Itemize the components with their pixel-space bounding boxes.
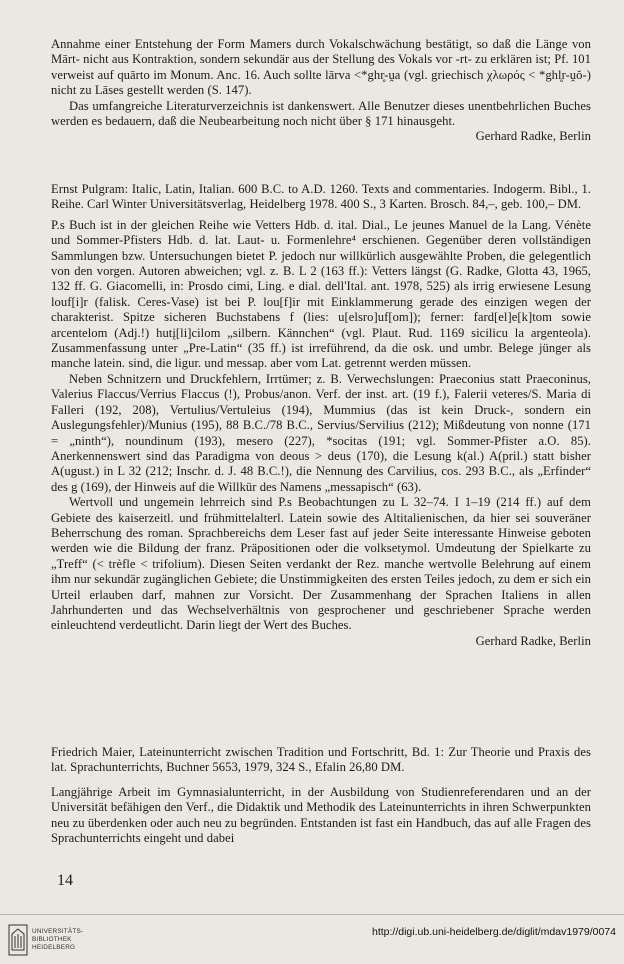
library-logo [8,924,118,958]
review-1-body [51,37,591,145]
review-2-paragraph-3: Wertvoll und ungemein lehrreich sind P.s Beobachtungen zu L 32–74. I 1–19 (214 ff.) auf dem Gebiete des kaiserzeitl. und frühmittelalterl. Latein sowie des Altitalienischen, da hier sei souveräner Beherrschung des roman. Sprachbereichs dem Leser fast auf jeder Seite interessante Hinweise geboten werden wie die Bildung der franz. Präpositionen oder die volksetymol. Umdeutung der Spielkarte zu „Treff“ (< trèfle < trifolium). Diesen Seiten verdankt der Rez. manche wertvolle Belehrung auf einem ihm nur sekundär zugänglichen Gebiete; die Unstimmigkeiten des ersten Teiles jedoch, zu dem er sich ein Urteil erlauben darf, mahnen zur Vorsicht. Der Zusammenhang der Sprachen Italiens in allen Jahrhunderten und das Wechselverhältnis von gesprochener und geschriebener Sprache werden einleuchtend verdeutlicht. Darin liegt der Wert des Buches. [51,495,591,633]
footer-divider [0,914,624,915]
source-url[interactable]: http://digi.ub.uni-heidelberg.de/diglit/mdav1979/0074 [371,926,616,938]
page-number: 14 [57,872,73,889]
review-3-header: Friedrich Maier, Lateinunterricht zwischen Tradition und Fortschritt, Bd. 1: Zur Theorie und Praxis des lat. Sprachunterrichts, Buchner 5653, 1979, 324 S., Efalin 26,80 DM. [51,745,591,775]
review-3-body [51,745,591,846]
library-emblem-icon [8,924,28,956]
review-3-paragraph-1: Langjährige Arbeit im Gymnasialunterricht, in der Ausbildung von Studienreferendaren und an der Universität befähigen den Verf., die Didaktik und Methodik des Lateinunterrichts in ihren Schwerpunkten neu zu überdenken oder auch neu zu begründen. Entstanden ist fast ein Handbuch, das auf alle Fragen des Sprachunterrichts eingeht und dabei [51,784,591,846]
library-name-line-2: BIBLIOTHEK [32,936,72,943]
review-2-header: Ernst Pulgram: Italic, Latin, Italian. 600 B.C. to A.D. 1260. Texts and commentaries. Indogerm. Bibl., 1. Reihe. Carl Winter Universitätsverlag, Heidelberg 1978. 400 S., 3 Karten. Brosch. 84,–, geb. 100,– DM. [51,182,591,212]
review-1-paragraph-1: Annahme einer Entstehung der Form Mamers durch Vokalschwächung bestätigt, so daß die Länge von Mārt- nicht aus Kontraktion, sondern sekundär aus der Stellung des Vokals vor -rt- zu erklären ist; Pf. 101 verweist auf quārto im Monum. Anc. 16. Auch sollte lārva <*ghr̥-ṷa (vgl. griechisch χλωρός < *ghl̥r-ṷŏ-) nicht zu Lāses gestellt werden (S. 147). [51,37,591,98]
library-name-line-3: HEIDELBERG [32,944,76,951]
library-name-line-1: UNIVERSITÄTS- [32,928,84,935]
review-2-paragraph-1: P.s Buch ist in der gleichen Reihe wie Vetters Hdb. d. ital. Dial., Le jeunes Manuel de la Lang. Vénète und Sommer-Pfisters Hdb. d. lat. Laut- u. Formenlehre⁴ erschienen. Gegenüber deren vollständigen Sammlungen bzw. Untersuchungen bietet P. jedoch nur willkürlich ausgewählte Proben, die gelegentlich von den vorgen. Autoren abweichen; vgl. z. B. L 2 (163 ff.): Vetters längst (G. Radke, Glotta 43, 1965, 132 ff. G. Giacomelli, in: Prosdo cimi, Ling. e dial. dell'Ital. ant. 1978, 525) als irrig erwiesene Lesung louf[i]r (falisk. Ceres-Vase) ist bei P. lou[f]ir mit Einklammerung gerade des einzigen wegen der charakterist. Spitze sicheren Buchstabens f (lies: u[elsro]uf[om]); ferner: fard[el]e[k]tom sowie arcentelom (Adj.!) hutį[li]cilom „silbern. Kännchen“ (vgl. Plaut. Rud. 1169 sicilicu la argenteola). Zusammenfassung unter „Pre-Latin“ (35 ff.) ist irreführend, da die osk. und umbr. Belege jünger als manche latein. sind, die ligur. und messap. aber vom Lat. getrennt werden müssen. [51,217,591,371]
review-2-paragraph-2: Neben Schnitzern und Druckfehlern, Irrtümer; z. B. Verwechslungen: Praeconius statt Praeconinus, Valerius Flaccus/Verrius Flaccus (!), Probus/anon. Verf. der inst. art. (19 f.), Falerii veteres/S. Maria di Falleri (192, 208), Vertulius/Vertuleius (194), Mummius (das ist kein Druck-, sondern ein Auslegungsfehler)/Munius (195), 88 B.C./78 B.C., Servius/Servilius (212); Mißdeutung von nonne (171 = „ninth“), noundinum (193), mesero (227), *socitas (191; vgl. Sommer-Pfister a.O. 85). Anerkennenswert sind das Paradigma von deous > deus (170), die Lesung k(al.) A(pril.) statt bisher A(ugust.) in L 32 (212; Inschr. d. J. 48 B.C.!), die Nennung des Carvilius, cos. 293 B.C., als „Erfinder“ des g (169), der Hinweis auf die Willkür des Namens „messapisch“ (63). [51,371,591,494]
review-2-signature: Gerhard Radke, Berlin [475,633,591,648]
library-name [32,928,83,952]
review-2-body [51,182,591,649]
review-1-signature: Gerhard Radke, Berlin [475,129,591,144]
review-1-paragraph-2: Das umfangreiche Literaturverzeichnis ist dankenswert. Alle Benutzer dieses unentbehrlichen Buches werden es bedauern, daß die Neubearbeitung noch nicht über § 171 hinausgeht. [51,98,591,129]
